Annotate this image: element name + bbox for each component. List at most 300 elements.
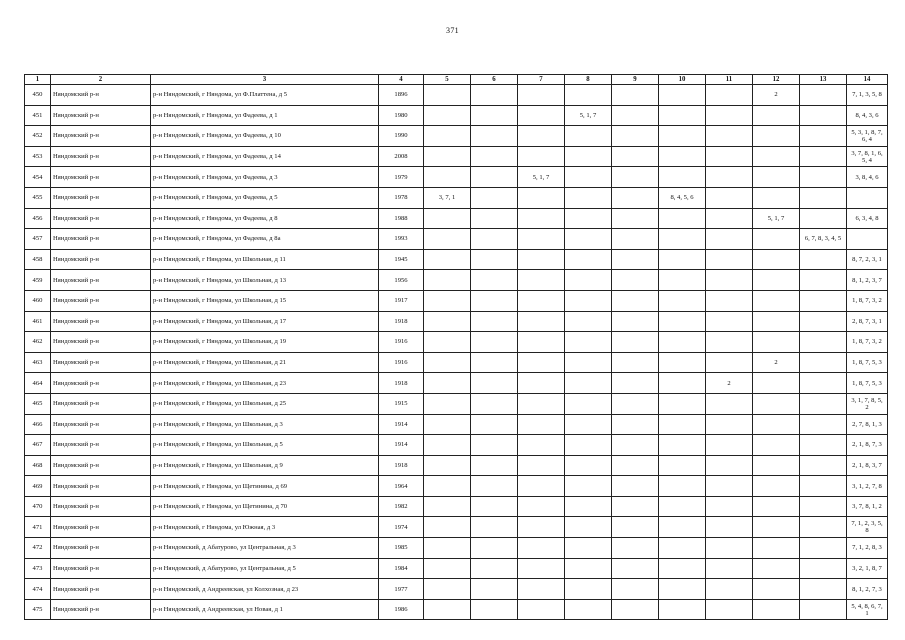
row-number: 466 [25, 414, 51, 435]
row-number: 461 [25, 311, 51, 332]
district-cell: Няндомский р-н [51, 167, 151, 188]
col10-cell [659, 599, 706, 620]
address-cell: р-н Няндомский, г Няндома, ул Школьная, д 11 [151, 249, 379, 270]
col7-cell [518, 599, 565, 620]
col13-cell [800, 167, 847, 188]
col5-cell [424, 249, 471, 270]
col12-cell [753, 332, 800, 353]
col11-cell [706, 517, 753, 538]
page-number: 371 [446, 26, 459, 35]
row-number: 469 [25, 476, 51, 497]
table-row [25, 414, 888, 435]
row-number: 463 [25, 352, 51, 373]
col5-cell [424, 599, 471, 620]
year-cell: 1978 [379, 187, 424, 208]
col10-cell: 8, 4, 5, 6 [659, 187, 706, 208]
col12-cell [753, 290, 800, 311]
col8-cell [565, 311, 612, 332]
col8-cell [565, 579, 612, 600]
column-header-12: 12 [753, 75, 800, 85]
col7-cell [518, 352, 565, 373]
col12-cell [753, 393, 800, 414]
col10-cell [659, 435, 706, 456]
col7-cell [518, 146, 565, 167]
col14-cell: 1, 8, 7, 5, 3 [847, 373, 888, 394]
year-cell: 1986 [379, 599, 424, 620]
table-row [25, 435, 888, 456]
col9-cell [612, 455, 659, 476]
table-row [25, 352, 888, 373]
address-cell: р-н Няндомский, г Няндома, ул Ф.Платтена, д 5 [151, 85, 379, 106]
col9-cell [612, 414, 659, 435]
col8-cell [565, 126, 612, 147]
col6-cell [471, 373, 518, 394]
col13-cell [800, 352, 847, 373]
col12-cell [753, 496, 800, 517]
address-cell: р-н Няндомский, д Андреевская, ул Новая, д 1 [151, 599, 379, 620]
col12-cell: 2 [753, 352, 800, 373]
col12-cell [753, 249, 800, 270]
col12-cell [753, 167, 800, 188]
row-number: 455 [25, 187, 51, 208]
table-row [25, 270, 888, 291]
col9-cell [612, 105, 659, 126]
col9-cell [612, 126, 659, 147]
col12-cell: 2 [753, 85, 800, 106]
col14-cell [847, 229, 888, 250]
table-row [25, 599, 888, 620]
address-cell: р-н Няндомский, г Няндома, ул Школьная, д 25 [151, 393, 379, 414]
col11-cell [706, 579, 753, 600]
table-row [25, 249, 888, 270]
col9-cell [612, 290, 659, 311]
col5-cell [424, 208, 471, 229]
col7-cell [518, 105, 565, 126]
address-cell: р-н Няндомский, г Няндома, ул Школьная, д 3 [151, 414, 379, 435]
col14-cell: 1, 8, 7, 5, 3 [847, 352, 888, 373]
col10-cell [659, 352, 706, 373]
district-cell: Няндомский р-н [51, 187, 151, 208]
col13-cell [800, 455, 847, 476]
column-header-5: 5 [424, 75, 471, 85]
year-cell: 1916 [379, 352, 424, 373]
year-cell: 1980 [379, 105, 424, 126]
col9-cell [612, 85, 659, 106]
address-cell: р-н Няндомский, г Няндома, ул Щетинина, д 70 [151, 496, 379, 517]
col9-cell [612, 476, 659, 497]
col11-cell [706, 105, 753, 126]
col5-cell [424, 311, 471, 332]
col13-cell [800, 517, 847, 538]
col14-cell: 5, 4, 8, 6, 7, 1 [847, 599, 888, 620]
row-number: 457 [25, 229, 51, 250]
column-header-7: 7 [518, 75, 565, 85]
col12-cell [753, 455, 800, 476]
column-header-10: 10 [659, 75, 706, 85]
address-cell: р-н Няндомский, г Няндома, ул Южная, д 3 [151, 517, 379, 538]
col14-cell: 8, 1, 2, 7, 3 [847, 579, 888, 600]
table-row [25, 538, 888, 559]
col6-cell [471, 208, 518, 229]
col9-cell [612, 187, 659, 208]
col14-cell: 7, 1, 3, 5, 8 [847, 85, 888, 106]
col10-cell [659, 290, 706, 311]
col7-cell [518, 435, 565, 456]
table-row [25, 496, 888, 517]
col6-cell [471, 85, 518, 106]
col11-cell [706, 455, 753, 476]
district-cell: Няндомский р-н [51, 393, 151, 414]
col14-cell: 3, 7, 8, 1, 2 [847, 496, 888, 517]
col14-cell: 8, 1, 2, 3, 7 [847, 270, 888, 291]
col7-cell [518, 270, 565, 291]
col6-cell [471, 146, 518, 167]
table-row [25, 517, 888, 538]
col7-cell [518, 579, 565, 600]
row-number: 454 [25, 167, 51, 188]
row-number: 452 [25, 126, 51, 147]
col8-cell [565, 414, 612, 435]
col6-cell [471, 517, 518, 538]
col12-cell [753, 270, 800, 291]
table-row [25, 393, 888, 414]
row-number: 467 [25, 435, 51, 456]
col11-cell [706, 332, 753, 353]
col5-cell [424, 85, 471, 106]
col5-cell [424, 579, 471, 600]
col9-cell [612, 435, 659, 456]
district-cell: Няндомский р-н [51, 85, 151, 106]
col6-cell [471, 126, 518, 147]
address-cell: р-н Няндомский, д Абатурово, ул Центральная, д 5 [151, 558, 379, 579]
district-cell: Няндомский р-н [51, 352, 151, 373]
row-number: 470 [25, 496, 51, 517]
col6-cell [471, 579, 518, 600]
col14-cell: 2, 7, 8, 1, 3 [847, 414, 888, 435]
row-number: 475 [25, 599, 51, 620]
col13-cell [800, 126, 847, 147]
col8-cell [565, 332, 612, 353]
col10-cell [659, 496, 706, 517]
row-number: 464 [25, 373, 51, 394]
col10-cell [659, 270, 706, 291]
col8-cell [565, 393, 612, 414]
col7-cell [518, 496, 565, 517]
col9-cell [612, 208, 659, 229]
col9-cell [612, 579, 659, 600]
address-cell: р-н Няндомский, г Няндома, ул Школьная, д 21 [151, 352, 379, 373]
col10-cell [659, 167, 706, 188]
col13-cell [800, 393, 847, 414]
table-row [25, 187, 888, 208]
col12-cell [753, 146, 800, 167]
column-header-9: 9 [612, 75, 659, 85]
col12-cell [753, 414, 800, 435]
col8-cell [565, 146, 612, 167]
col7-cell [518, 393, 565, 414]
col14-cell: 3, 7, 8, 1, 6, 5, 4 [847, 146, 888, 167]
col7-cell [518, 517, 565, 538]
col6-cell [471, 496, 518, 517]
row-number: 468 [25, 455, 51, 476]
col13-cell [800, 249, 847, 270]
col10-cell [659, 249, 706, 270]
col8-cell [565, 249, 612, 270]
col6-cell [471, 476, 518, 497]
col8-cell [565, 208, 612, 229]
district-cell: Няндомский р-н [51, 373, 151, 394]
col11-cell [706, 208, 753, 229]
address-cell: р-н Няндомский, д Андреевская, ул Колхозная, д 23 [151, 579, 379, 600]
col14-cell: 6, 3, 4, 8 [847, 208, 888, 229]
column-header-14: 14 [847, 75, 888, 85]
column-header-3: 3 [151, 75, 379, 85]
year-cell: 1964 [379, 476, 424, 497]
col5-cell [424, 105, 471, 126]
col9-cell [612, 311, 659, 332]
address-cell: р-н Няндомский, г Няндома, ул Фадеева, д 3 [151, 167, 379, 188]
column-header-11: 11 [706, 75, 753, 85]
col11-cell [706, 352, 753, 373]
address-cell: р-н Няндомский, г Няндома, ул Фадеева, д 1 [151, 105, 379, 126]
address-cell: р-н Няндомский, г Няндома, ул Фадеева, д 5 [151, 187, 379, 208]
col11-cell [706, 249, 753, 270]
col14-cell: 3, 1, 7, 8, 5, 2 [847, 393, 888, 414]
col7-cell [518, 373, 565, 394]
building-table [24, 74, 888, 620]
table-row [25, 146, 888, 167]
col6-cell [471, 311, 518, 332]
col9-cell [612, 538, 659, 559]
table-row [25, 167, 888, 188]
col10-cell [659, 85, 706, 106]
col13-cell [800, 311, 847, 332]
col11-cell [706, 393, 753, 414]
col7-cell [518, 332, 565, 353]
col6-cell [471, 455, 518, 476]
col10-cell [659, 393, 706, 414]
year-cell: 1915 [379, 393, 424, 414]
district-cell: Няндомский р-н [51, 599, 151, 620]
col14-cell: 7, 1, 2, 8, 3 [847, 538, 888, 559]
col5-cell [424, 290, 471, 311]
district-cell: Няндомский р-н [51, 208, 151, 229]
col8-cell [565, 167, 612, 188]
row-number: 458 [25, 249, 51, 270]
district-cell: Няндомский р-н [51, 414, 151, 435]
col5-cell [424, 558, 471, 579]
col11-cell [706, 126, 753, 147]
district-cell: Няндомский р-н [51, 579, 151, 600]
year-cell: 1993 [379, 229, 424, 250]
table-row [25, 208, 888, 229]
col13-cell [800, 373, 847, 394]
col8-cell [565, 270, 612, 291]
col5-cell [424, 146, 471, 167]
address-cell: р-н Няндомский, г Няндома, ул Школьная, д 23 [151, 373, 379, 394]
address-cell: р-н Няндомский, г Няндома, ул Фадеева, д 14 [151, 146, 379, 167]
col12-cell [753, 599, 800, 620]
col12-cell [753, 435, 800, 456]
col11-cell [706, 538, 753, 559]
col9-cell [612, 270, 659, 291]
address-cell: р-н Няндомский, д Абатурово, ул Центральная, д 3 [151, 538, 379, 559]
district-cell: Няндомский р-н [51, 249, 151, 270]
col13-cell [800, 579, 847, 600]
col5-cell [424, 229, 471, 250]
table-row [25, 105, 888, 126]
district-cell: Няндомский р-н [51, 455, 151, 476]
col7-cell: 5, 1, 7 [518, 167, 565, 188]
address-cell: р-н Няндомский, г Няндома, ул Фадеева, д 8 [151, 208, 379, 229]
col6-cell [471, 558, 518, 579]
col12-cell [753, 187, 800, 208]
district-cell: Няндомский р-н [51, 558, 151, 579]
col11-cell [706, 435, 753, 456]
col6-cell [471, 187, 518, 208]
col10-cell [659, 311, 706, 332]
col9-cell [612, 373, 659, 394]
col13-cell [800, 496, 847, 517]
col6-cell [471, 332, 518, 353]
table-row [25, 290, 888, 311]
col12-cell [753, 126, 800, 147]
col13-cell [800, 105, 847, 126]
col8-cell [565, 290, 612, 311]
year-cell: 1945 [379, 249, 424, 270]
table-row [25, 332, 888, 353]
district-cell: Няндомский р-н [51, 229, 151, 250]
col12-cell [753, 105, 800, 126]
table-header [25, 75, 888, 85]
table-row [25, 455, 888, 476]
district-cell: Няндомский р-н [51, 476, 151, 497]
col5-cell [424, 414, 471, 435]
col11-cell [706, 599, 753, 620]
address-cell: р-н Няндомский, г Няндома, ул Школьная, д 17 [151, 311, 379, 332]
col7-cell [518, 85, 565, 106]
district-cell: Няндомский р-н [51, 435, 151, 456]
row-number: 474 [25, 579, 51, 600]
column-header-2: 2 [51, 75, 151, 85]
col6-cell [471, 290, 518, 311]
district-cell: Няндомский р-н [51, 311, 151, 332]
col9-cell [612, 146, 659, 167]
col10-cell [659, 538, 706, 559]
address-cell: р-н Няндомский, г Няндома, ул Школьная, д 15 [151, 290, 379, 311]
col6-cell [471, 167, 518, 188]
col12-cell [753, 373, 800, 394]
col14-cell: 1, 8, 7, 3, 2 [847, 290, 888, 311]
district-cell: Няндомский р-н [51, 105, 151, 126]
col5-cell [424, 517, 471, 538]
col7-cell [518, 558, 565, 579]
col5-cell [424, 352, 471, 373]
row-number: 450 [25, 85, 51, 106]
row-number: 456 [25, 208, 51, 229]
year-cell: 1977 [379, 579, 424, 600]
col14-cell: 3, 2, 1, 8, 7 [847, 558, 888, 579]
column-header-13: 13 [800, 75, 847, 85]
col5-cell [424, 496, 471, 517]
col5-cell [424, 373, 471, 394]
col10-cell [659, 229, 706, 250]
col12-cell [753, 558, 800, 579]
col14-cell: 1, 8, 7, 3, 2 [847, 332, 888, 353]
col12-cell: 5, 1, 7 [753, 208, 800, 229]
district-cell: Няндомский р-н [51, 146, 151, 167]
col12-cell [753, 579, 800, 600]
year-cell: 1896 [379, 85, 424, 106]
col8-cell [565, 496, 612, 517]
year-cell: 1990 [379, 126, 424, 147]
col5-cell [424, 393, 471, 414]
district-cell: Няндомский р-н [51, 517, 151, 538]
col8-cell: 5, 1, 7 [565, 105, 612, 126]
col6-cell [471, 270, 518, 291]
year-cell: 1916 [379, 332, 424, 353]
row-number: 471 [25, 517, 51, 538]
address-cell: р-н Няндомский, г Няндома, ул Школьная, д 5 [151, 435, 379, 456]
col10-cell [659, 105, 706, 126]
row-number: 473 [25, 558, 51, 579]
row-number: 459 [25, 270, 51, 291]
col8-cell [565, 373, 612, 394]
col12-cell [753, 517, 800, 538]
year-cell: 1914 [379, 414, 424, 435]
col7-cell [518, 455, 565, 476]
column-header-4: 4 [379, 75, 424, 85]
col5-cell: 3, 7, 1 [424, 187, 471, 208]
row-number: 460 [25, 290, 51, 311]
col7-cell [518, 538, 565, 559]
table-row [25, 311, 888, 332]
col6-cell [471, 393, 518, 414]
col8-cell [565, 599, 612, 620]
year-cell: 1917 [379, 290, 424, 311]
year-cell: 1914 [379, 435, 424, 456]
col13-cell: 6, 7, 8, 3, 4, 5 [800, 229, 847, 250]
col5-cell [424, 167, 471, 188]
col11-cell [706, 496, 753, 517]
col5-cell [424, 435, 471, 456]
col13-cell [800, 558, 847, 579]
col8-cell [565, 558, 612, 579]
col12-cell [753, 311, 800, 332]
col5-cell [424, 270, 471, 291]
col8-cell [565, 352, 612, 373]
col9-cell [612, 599, 659, 620]
col8-cell [565, 455, 612, 476]
col6-cell [471, 352, 518, 373]
row-number: 453 [25, 146, 51, 167]
col8-cell [565, 187, 612, 208]
col5-cell [424, 332, 471, 353]
col11-cell [706, 270, 753, 291]
col9-cell [612, 249, 659, 270]
col13-cell [800, 332, 847, 353]
col8-cell [565, 229, 612, 250]
col10-cell [659, 558, 706, 579]
col9-cell [612, 332, 659, 353]
col7-cell [518, 290, 565, 311]
address-cell: р-н Няндомский, г Няндома, ул Фадеева, д 10 [151, 126, 379, 147]
col11-cell [706, 187, 753, 208]
col8-cell [565, 476, 612, 497]
col5-cell [424, 538, 471, 559]
col14-cell: 5, 3, 1, 8, 7, 6, 4 [847, 126, 888, 147]
district-cell: Няндомский р-н [51, 538, 151, 559]
